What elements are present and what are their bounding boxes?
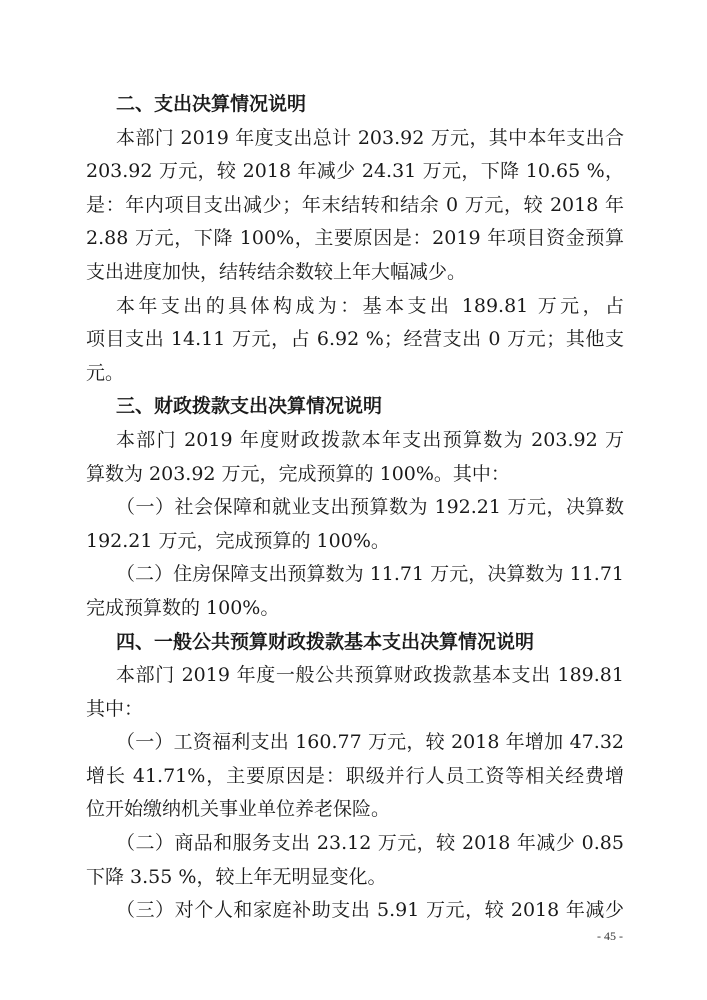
paragraph-line: （二）住房保障支出预算数为 11.71 万元，决算数为 11.71 [116, 563, 624, 586]
paragraph-line: 支出进度加快，结转结余数较上年大幅减少。 [86, 260, 467, 283]
paragraph-line: 本年支出的具体构成为：基本支出 189.81 万元，占 [116, 294, 624, 317]
paragraph-line: 是：年内项目支出减少；年末结转和结余 0 万元，较 2018 年 [86, 193, 624, 216]
paragraph-line: 算数为 203.92 万元，完成预算的 100%。其中： [86, 462, 510, 485]
paragraph-line: 本部门 2019 年度财政拨款本年支出预算数为 203.92 万 [116, 428, 624, 451]
paragraph-line: 本部门 2019 年度一般公共预算财政拨款基本支出 189.81 [116, 664, 624, 687]
paragraph-line: 203.92 万元，较 2018 年减少 24.31 万元，下降 10.65 %， [86, 160, 624, 183]
paragraph-line: 192.21 万元，完成预算的 100%。 [86, 529, 390, 552]
paragraph-line: 元。 [86, 361, 125, 384]
paragraph-line: 本部门 2019 年度支出总计 203.92 万元，其中本年支出合 [116, 126, 624, 149]
section-heading-expenditure: 二、支出决算情况说明 [116, 93, 307, 115]
paragraph-line: 完成预算数的 100%。 [86, 596, 280, 619]
paragraph-line: 其中： [86, 697, 144, 720]
section-heading-basic-expenditure: 四、一般公共预算财政拨款基本支出决算情况说明 [116, 630, 535, 653]
paragraph-line: 2.88 万元，下降 100%，主要原因是：2019 年项目资金预算 [86, 227, 624, 250]
section-heading-fiscal-appropriation: 三、财政拨款支出决算情况说明 [116, 395, 383, 418]
paragraph-line: （一）社会保障和就业支出预算数为 192.21 万元，决算数 [116, 496, 624, 519]
paragraph-line: 下降 3.55 %，较上年无明显变化。 [86, 865, 387, 888]
paragraph-line: （二）商品和服务支出 23.12 万元，较 2018 年减少 0.85 [116, 832, 624, 855]
paragraph-line: 增长 41.71%，主要原因是：职级并行人员工资等相关经费增 [86, 764, 624, 787]
page-number: - 45 - [597, 929, 623, 943]
document-page [86, 88, 624, 928]
paragraph-line: 位开始缴纳机关事业单位养老保险。 [86, 798, 391, 821]
paragraph-line: 项目支出 14.11 万元，占 6.92 %；经营支出 0 万元；其他支 [86, 328, 624, 351]
paragraph-line: （一）工资福利支出 160.77 万元，较 2018 年增加 47.32 [116, 731, 624, 754]
paragraph-line: （三）对个人和家庭补助支出 5.91 万元，较 2018 年减少 [116, 899, 624, 922]
